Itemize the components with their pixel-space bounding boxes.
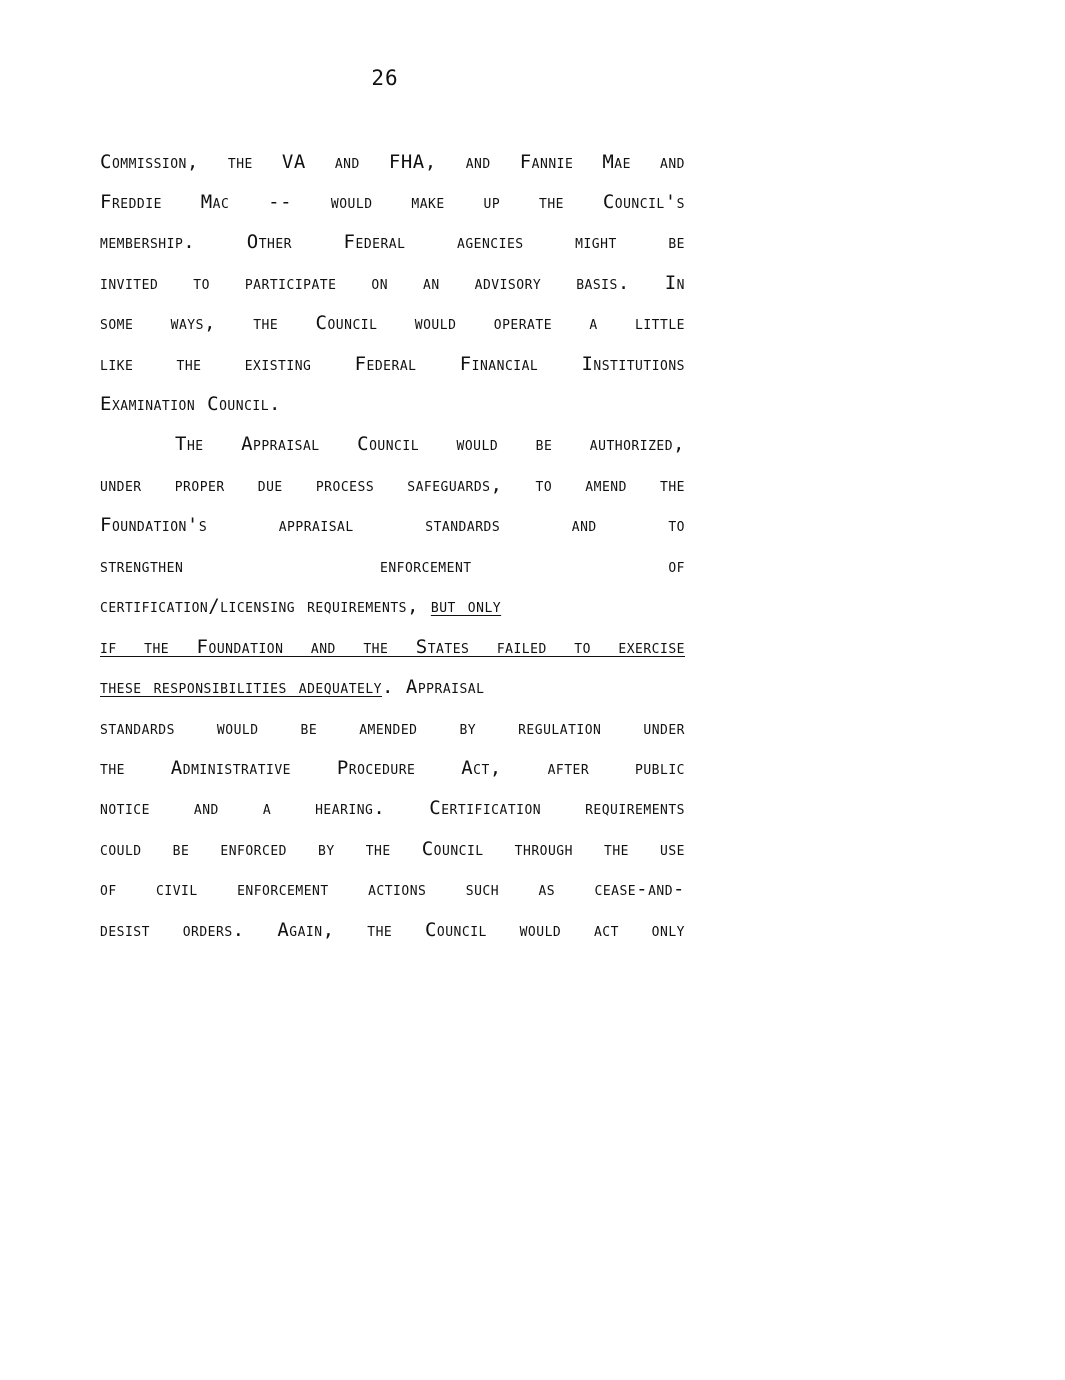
text-line: could be enforced by the Council through the use xyxy=(100,838,685,860)
text-line: Foundation's appraisal standards and to xyxy=(100,514,685,536)
text-line xyxy=(100,594,685,618)
text-line: standards would be amended by regulation under xyxy=(100,717,685,739)
text-segment: certification/licensing requirements, xyxy=(100,595,431,617)
underlined-text: but only xyxy=(430,595,502,617)
text-line xyxy=(100,675,685,699)
text-line: strengthen enforcement of xyxy=(100,555,685,577)
text-line: invited to participate on an advisory basis. In xyxy=(100,272,685,294)
text-line: under proper due process safeguards, to amend the xyxy=(100,474,685,496)
text-line: Freddie Mac -- would make up the Council's xyxy=(100,191,685,213)
text-line: the Administrative Procedure Act, after public xyxy=(100,757,685,779)
text-line: Commission, the VA and FHA, and Fannie Mae and xyxy=(100,151,685,173)
text-line: The Appraisal Council would be authorized, xyxy=(175,433,685,455)
underlined-text-line: if the Foundation and the States failed to exercise xyxy=(100,636,685,658)
text-segment: . Appraisal xyxy=(382,676,485,698)
text-line: of civil enforcement actions such as cease-and- xyxy=(100,878,685,900)
text-line: some ways, the Council would operate a little xyxy=(100,312,685,334)
text-line: Examination Council. xyxy=(100,393,281,415)
text-line: like the existing Federal Financial Institutions xyxy=(100,353,685,375)
text-line: membership. Other Federal agencies might be xyxy=(100,231,685,253)
text-line: desist orders. Again, the Council would act only xyxy=(100,919,685,941)
page-number: 26 xyxy=(371,66,399,90)
underlined-text: these responsibilities adequately xyxy=(100,676,383,698)
text-line: notice and a hearing. Certification requirements xyxy=(100,797,685,819)
